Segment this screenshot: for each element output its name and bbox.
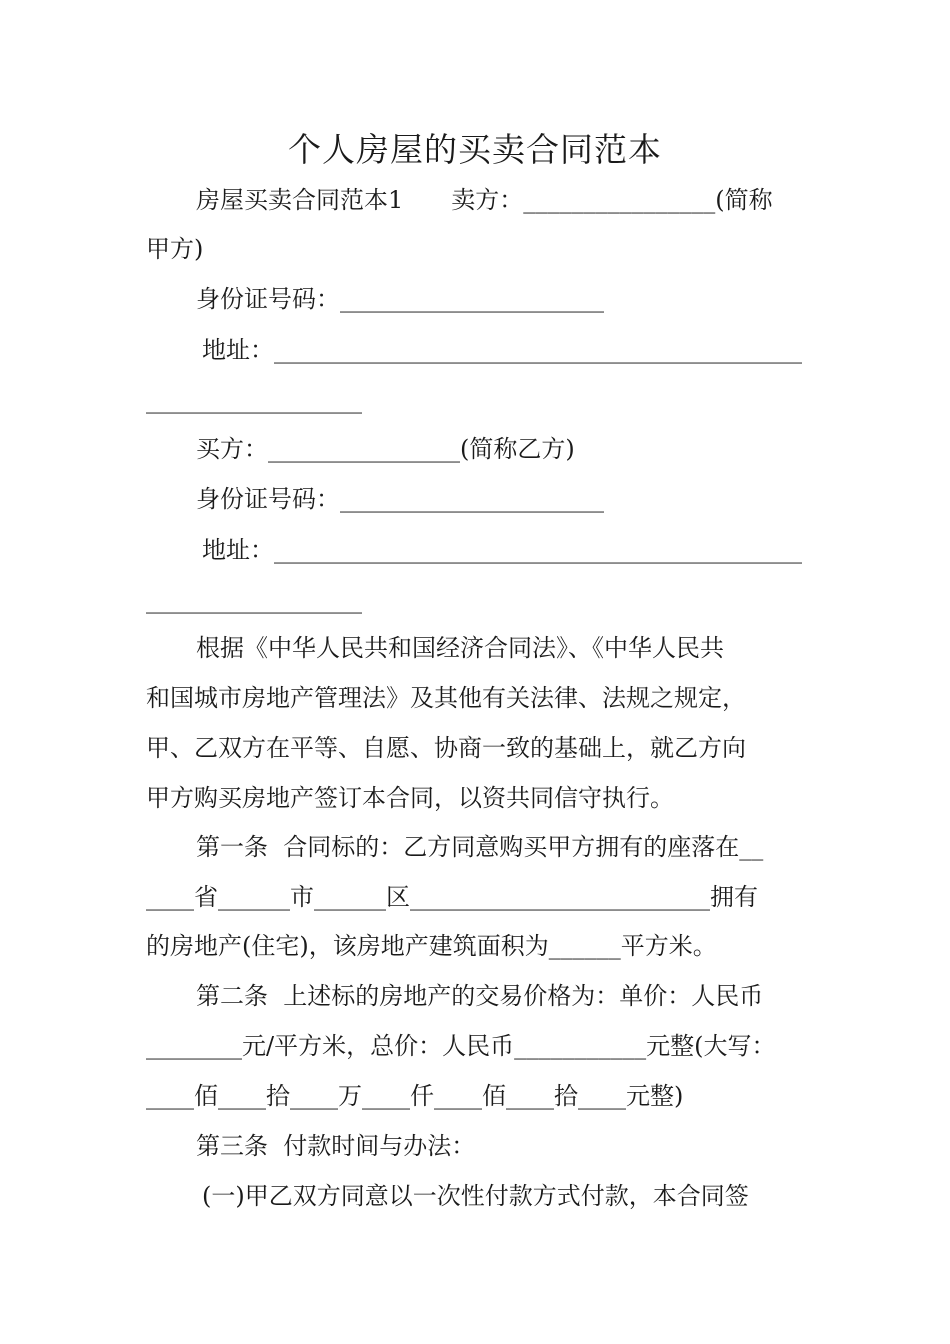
document-title: 个人房屋的买卖合同范本 — [288, 130, 662, 169]
preamble-line-3: 甲、乙双方在平等、自愿、协商一致的基础上，就乙方向 — [146, 734, 746, 762]
article-2-line-2: ________元/平方米，总价：人民币___________元整(大写： — [146, 1032, 776, 1060]
article-2-line-3: ____佰____拾____万____仟____佰____拾____元整) — [146, 1082, 684, 1110]
seller-line: 房屋买卖合同范本1 卖方：________________(简称 — [196, 186, 773, 214]
article-2-line-1: 第二条 上述标的房地产的交易价格为：单价：人民币 — [196, 982, 764, 1010]
preamble-line-4: 甲方购买房地产签订本合同，以资共同信守执行。 — [146, 784, 674, 812]
article-1-line-2: ____省______市______区_________________________拥有 — [146, 883, 758, 911]
buyer-line: 买方：________________(简称乙方) — [196, 435, 575, 463]
seller-address-line: 地址：____________________________________________ — [202, 336, 802, 364]
article-3-clause-1: (一)甲乙双方同意以一次性付款方式付款，本合同签 — [202, 1182, 749, 1210]
buyer-id-line: 身份证号码：______________________ — [196, 485, 604, 513]
buyer-address-cont: __________________ — [146, 586, 362, 614]
seller-abbrev-line: 甲方) — [146, 235, 204, 263]
article-3-heading: 第三条 付款时间与办法： — [196, 1132, 476, 1160]
buyer-address-line: 地址：____________________________________________ — [202, 536, 802, 564]
seller-id-line: 身份证号码：______________________ — [196, 285, 604, 313]
seller-address-cont: __________________ — [146, 386, 362, 414]
preamble-line-1: 根据《中华人民共和国经济合同法》、《中华人民共 — [196, 634, 724, 662]
article-1-line-3: 的房地产(住宅)，该房地产建筑面积为______平方米。 — [146, 932, 717, 960]
preamble-line-2: 和国城市房地产管理法》及其他有关法律、法规之规定， — [146, 684, 746, 712]
article-1-line-1: 第一条 合同标的：乙方同意购买甲方拥有的座落在__ — [196, 833, 764, 861]
